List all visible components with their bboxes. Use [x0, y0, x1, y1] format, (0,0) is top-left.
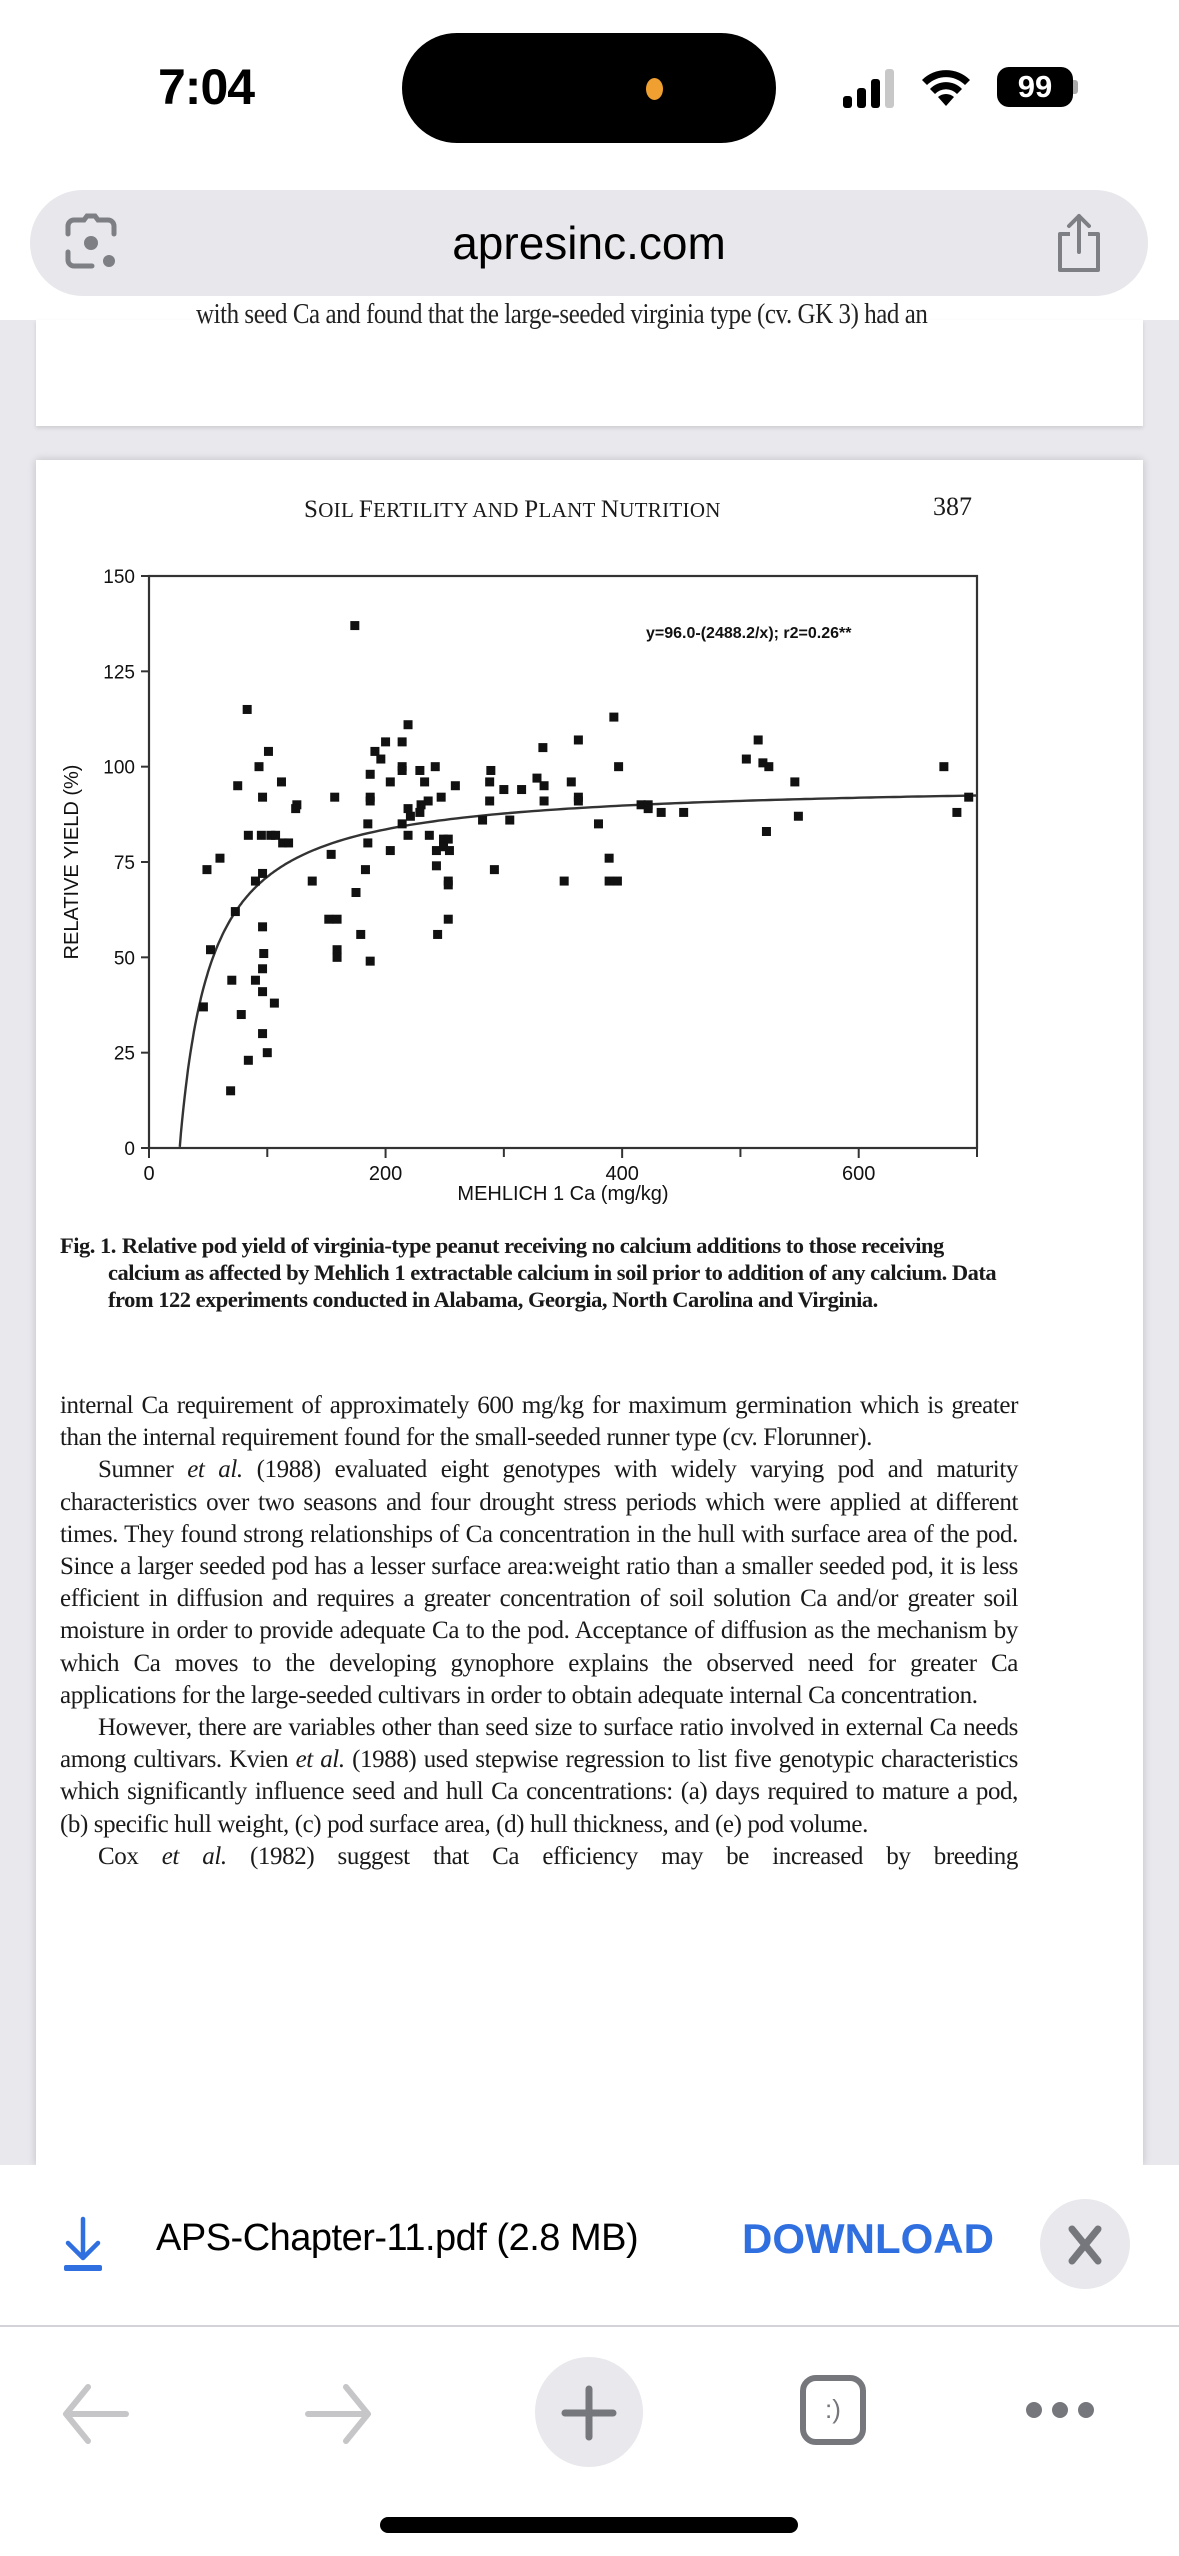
data-point	[742, 755, 751, 764]
data-point	[199, 1002, 208, 1011]
x-axis-label: MEHLICH 1 Ca (mg/kg)	[457, 1183, 669, 1205]
data-point	[350, 621, 359, 630]
x-tick-label: 200	[368, 1163, 403, 1185]
data-point	[244, 1056, 253, 1065]
data-point	[259, 949, 268, 958]
data-point	[398, 819, 407, 828]
data-point	[231, 907, 240, 916]
data-point	[490, 865, 499, 874]
data-point	[361, 865, 370, 874]
download-file-name: APS-Chapter-11.pdf (2.8 MB)	[156, 2217, 639, 2259]
share-icon[interactable]	[1050, 212, 1108, 274]
y-tick-label: 75	[113, 853, 135, 874]
data-point	[613, 877, 622, 886]
paragraph-text: (1988) used stepwise regression to list five genotypic characteristics which significantly influence seed and hull Ca concentrations: (a) days required to mature a pod, (b) specific hull weight, (c) pod surface area, (d) hull thickness, and (e) pod volume.	[60, 1746, 1018, 1838]
page-number: 387	[933, 492, 972, 521]
running-head-smallcaps: LANT	[538, 498, 601, 522]
data-point	[264, 747, 273, 756]
data-point	[451, 781, 460, 790]
data-point	[605, 877, 614, 886]
data-point	[366, 796, 375, 805]
data-point	[270, 999, 279, 1008]
data-point	[237, 1010, 246, 1019]
paragraph-text: Sumner	[98, 1456, 188, 1484]
data-point	[333, 915, 342, 924]
data-point	[277, 777, 286, 786]
previous-pdf-page	[36, 298, 1143, 426]
chart-ticks	[141, 576, 977, 1158]
scatter-chart	[36, 460, 1143, 1220]
chart-tick-labels	[103, 567, 875, 1185]
data-point	[352, 888, 361, 897]
data-point	[657, 808, 666, 817]
data-point	[790, 777, 799, 786]
data-point	[333, 953, 342, 962]
pdf-page	[36, 460, 1143, 2165]
data-point	[517, 785, 526, 794]
running-head-cap: F	[358, 496, 374, 523]
data-point	[251, 877, 260, 886]
data-point	[764, 762, 773, 771]
data-point	[485, 796, 494, 805]
data-point	[258, 922, 267, 931]
data-point	[431, 762, 440, 771]
home-indicator	[380, 2517, 798, 2533]
data-point	[398, 737, 407, 746]
data-point	[366, 770, 375, 779]
url-text[interactable]: apresinc.com	[452, 217, 726, 269]
paragraph-text: internal Ca requirement of approximately 600 mg/kg for maximum germination which is greater than the internal requirement found for the small-seeded runner type (cv. Florunner).	[60, 1392, 1018, 1452]
data-point	[258, 987, 267, 996]
wifi-icon	[920, 66, 972, 108]
privacy-indicator-dot	[646, 78, 663, 100]
data-point	[605, 854, 614, 863]
data-point	[486, 766, 495, 775]
data-point	[398, 766, 407, 775]
data-point	[444, 880, 453, 889]
fit-curve	[180, 796, 977, 1147]
y-axis-label: RELATIVE YIELD (%)	[61, 764, 83, 960]
data-point	[404, 831, 413, 840]
data-point	[754, 735, 763, 744]
data-point	[363, 838, 372, 847]
data-point	[258, 793, 267, 802]
figure-caption	[60, 1232, 1020, 1313]
data-point	[538, 743, 547, 752]
data-point	[939, 762, 948, 771]
data-point	[499, 785, 508, 794]
paragraph-text: (1982) suggest that Ca efficiency may be increased by breeding	[226, 1842, 1018, 1870]
data-point	[679, 808, 688, 817]
download-button[interactable]: DOWNLOAD	[742, 2215, 994, 2262]
data-point	[952, 808, 961, 817]
data-point	[432, 861, 441, 870]
running-head-cap: N	[600, 496, 620, 523]
data-point	[206, 945, 215, 954]
data-point	[432, 846, 441, 855]
italic-text: et al.	[187, 1456, 243, 1484]
new-tab-button[interactable]	[535, 2357, 643, 2467]
data-point	[485, 777, 494, 786]
body-paragraph	[60, 1454, 1018, 1712]
data-point	[433, 930, 442, 939]
x-tick-label: 600	[842, 1163, 876, 1185]
data-point	[251, 976, 260, 985]
running-head-cap: S	[304, 496, 319, 523]
body-text	[60, 1390, 1018, 1873]
data-point	[404, 720, 413, 729]
dynamic-island	[402, 33, 776, 143]
italic-text: et al.	[295, 1746, 345, 1774]
close-download-button[interactable]	[1040, 2199, 1130, 2289]
y-tick-label: 125	[103, 662, 135, 684]
status-time: 7:04	[158, 59, 255, 115]
data-point	[478, 816, 487, 825]
data-point	[386, 846, 395, 855]
data-point	[437, 793, 446, 802]
data-point	[263, 1048, 272, 1057]
running-head-smallcaps: OIL	[318, 498, 359, 522]
data-point	[258, 964, 267, 973]
close-icon	[1040, 2199, 1130, 2289]
x-tick-label: 400	[605, 1163, 639, 1185]
data-point	[614, 762, 623, 771]
battery-level: 99	[997, 67, 1073, 107]
body-paragraph	[60, 1841, 1018, 1873]
data-point	[291, 804, 300, 813]
data-point	[574, 796, 583, 805]
data-point	[425, 831, 434, 840]
regression-annotation: y=96.0-(2488.2/x); r2=0.26**	[646, 625, 852, 642]
data-point	[444, 915, 453, 924]
data-point	[381, 737, 390, 746]
y-tick-label: 150	[103, 567, 135, 588]
data-point	[574, 735, 583, 744]
data-point	[215, 854, 224, 863]
chart-axes	[149, 576, 977, 1148]
previous-page-partial-line: with seed Ca and found that the large-seeded virginia type (cv. GK 3) had an	[196, 298, 928, 330]
data-point	[284, 838, 293, 847]
data-point	[363, 819, 372, 828]
data-point	[594, 819, 603, 828]
forward-arrow-icon[interactable]	[304, 2379, 376, 2449]
data-point	[244, 831, 253, 840]
data-point	[330, 793, 339, 802]
running-head-smallcaps: UTRITION	[619, 498, 721, 522]
data-point	[762, 827, 771, 836]
body-paragraph	[60, 1390, 1018, 1454]
data-point	[415, 766, 424, 775]
download-arrow-icon	[60, 2217, 106, 2273]
body-paragraph	[60, 1712, 1018, 1841]
paragraph-text: (1988) evaluated eight genotypes with widely varying pod and maturity characteristics over two seasons and four drought stress periods which were applied at different times. They found strong relationships of Ca concentration in the hull with surface area of the pod. Since a larger seeded pod has a lesser surface area:weight ratio than a smaller seeded pod, it is less efficient in diffusion and requires a greater concentration of soil solution Ca and/or greater soil moisture in order to provide adequate Ca to the pod. Acceptance of diffusion as the mechanism by which Ca moves to the developing gynophore explains the observed need for greater Ca applications for the large-seeded cultivars in order to obtain adequate internal Ca concentration.	[60, 1456, 1018, 1709]
new-tab-plus-icon	[535, 2357, 643, 2467]
data-point	[505, 816, 514, 825]
y-tick-label: 25	[113, 1043, 135, 1065]
back-arrow-icon[interactable]	[58, 2379, 130, 2449]
data-point	[255, 762, 264, 771]
data-point	[226, 1086, 235, 1095]
tab-switcher-icon: :)	[825, 2394, 841, 2424]
y-tick-label: 0	[124, 1139, 135, 1160]
cellular-signal-icon	[843, 68, 899, 108]
data-point	[258, 1029, 267, 1038]
y-tick-label: 50	[113, 948, 135, 970]
download-bar	[0, 2165, 1179, 2327]
data-point	[257, 831, 266, 840]
data-point	[609, 713, 618, 722]
paragraph-text: Cox	[98, 1842, 162, 1870]
plot-frame	[149, 576, 977, 1148]
data-point	[567, 777, 576, 786]
running-head-smallcaps: ERTILITY AND	[373, 498, 525, 522]
data-point	[415, 808, 424, 817]
chart-points	[199, 621, 973, 1095]
y-tick-label: 100	[103, 757, 135, 779]
data-point	[327, 850, 336, 859]
tab-switcher-button[interactable]	[800, 2375, 866, 2445]
data-point	[243, 705, 252, 714]
data-point	[644, 800, 653, 809]
data-point	[227, 976, 236, 985]
battery-tip	[1073, 80, 1078, 94]
data-point	[445, 846, 454, 855]
data-point	[366, 957, 375, 966]
data-point	[420, 777, 429, 786]
data-point	[794, 812, 803, 821]
figure-caption-label: Fig. 1.	[60, 1233, 116, 1258]
data-point	[540, 781, 549, 790]
data-point	[386, 777, 395, 786]
more-dots-icon[interactable]	[1024, 2395, 1096, 2425]
data-point	[308, 877, 317, 886]
data-point	[356, 930, 365, 939]
italic-text: et al.	[161, 1842, 227, 1870]
address-bar[interactable]	[30, 190, 1148, 296]
data-point	[202, 865, 211, 874]
data-point	[233, 781, 242, 790]
data-point	[324, 915, 333, 924]
data-point	[540, 796, 549, 805]
data-point	[964, 793, 973, 802]
x-tick-label: 0	[143, 1163, 155, 1185]
paragraph-text: However, there are variables other than seed size to surface ratio involved in external Ca needs among cultivars. Kvien	[60, 1714, 1018, 1774]
data-point	[376, 755, 385, 764]
lens-icon[interactable]	[62, 214, 120, 272]
data-point	[560, 877, 569, 886]
running-head-cap: P	[524, 496, 539, 523]
figure-caption-text: Relative pod yield of virginia-type peanut receiving no calcium additions to those receiving calcium as affected by Mehlich 1 extractable calcium in soil prior to addition of any calcium. Data from 122 experiments conducted in Alabama, Georgia, North Carolina and Virginia.	[108, 1233, 997, 1312]
data-point	[406, 812, 415, 821]
